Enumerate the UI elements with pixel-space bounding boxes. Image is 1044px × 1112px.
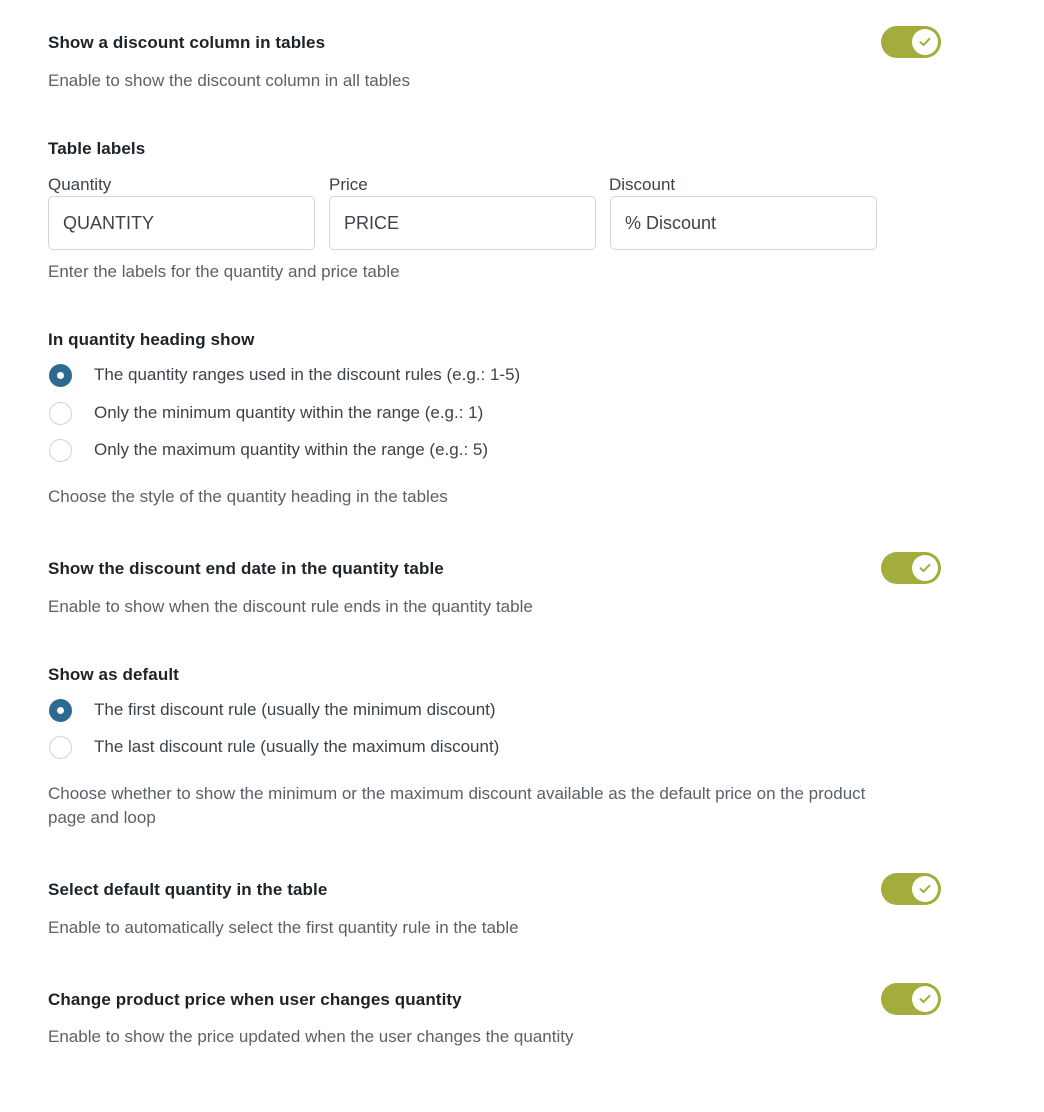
discount-column-title: Show a discount column in tables [48,33,326,52]
check-icon [919,563,931,573]
radio-label: The first discount rule (usually the minimum discount) [94,700,496,719]
radio-button[interactable] [49,364,72,387]
toggle-knob [912,555,938,581]
quantity-input[interactable] [48,196,315,250]
quantity-label: Quantity [48,175,112,194]
radio-button[interactable] [49,402,72,425]
change-price-toggle[interactable] [881,983,941,1015]
show-default-description-line2: page and loop [48,808,156,827]
quantity-heading-option-maximum[interactable] [49,438,488,462]
end-date-title: Show the discount end date in the quantity table [48,559,444,578]
end-date-description: Enable to show when the discount rule ends in the quantity table [48,597,533,616]
check-icon [919,994,931,1004]
radio-label: The last discount rule (usually the maximum discount) [94,737,500,756]
radio-button[interactable] [49,439,72,462]
quantity-heading-option-minimum[interactable] [49,401,483,425]
table-labels-title: Table labels [48,139,146,158]
change-price-description: Enable to show the price updated when the user changes the quantity [48,1027,574,1046]
table-labels-description: Enter the labels for the quantity and price table [48,262,400,281]
default-quantity-toggle[interactable] [881,873,941,905]
quantity-heading-title: In quantity heading show [48,330,255,349]
toggle-knob [912,29,938,55]
radio-label: Only the maximum quantity within the range (e.g.: 5) [94,440,489,459]
quantity-heading-option-ranges[interactable] [49,363,520,387]
show-default-option-last[interactable] [49,735,499,759]
price-label: Price [329,175,368,194]
show-default-option-first[interactable] [49,698,496,722]
quantity-heading-description: Choose the style of the quantity heading in the tables [48,487,448,506]
radio-button[interactable] [49,699,72,722]
radio-label: The quantity ranges used in the discount rules (e.g.: 1-5) [94,365,521,384]
discount-input[interactable] [610,196,877,250]
check-icon [919,37,931,47]
radio-label: Only the minimum quantity within the range (e.g.: 1) [94,403,484,422]
check-icon [919,884,931,894]
discount-column-toggle[interactable] [881,26,941,58]
discount-column-description: Enable to show the discount column in all tables [48,71,410,90]
end-date-toggle[interactable] [881,552,941,584]
show-default-description-line1: Choose whether to show the minimum or the maximum discount available as the default price on the product [48,784,866,803]
toggle-knob [912,986,938,1012]
show-default-title: Show as default [48,665,179,684]
discount-label: Discount [609,175,676,194]
price-input[interactable] [329,196,596,250]
toggle-knob [912,876,938,902]
default-quantity-description: Enable to automatically select the first quantity rule in the table [48,918,519,937]
change-price-title: Change product price when user changes quantity [48,990,462,1009]
default-quantity-title: Select default quantity in the table [48,880,328,899]
radio-button[interactable] [49,736,72,759]
